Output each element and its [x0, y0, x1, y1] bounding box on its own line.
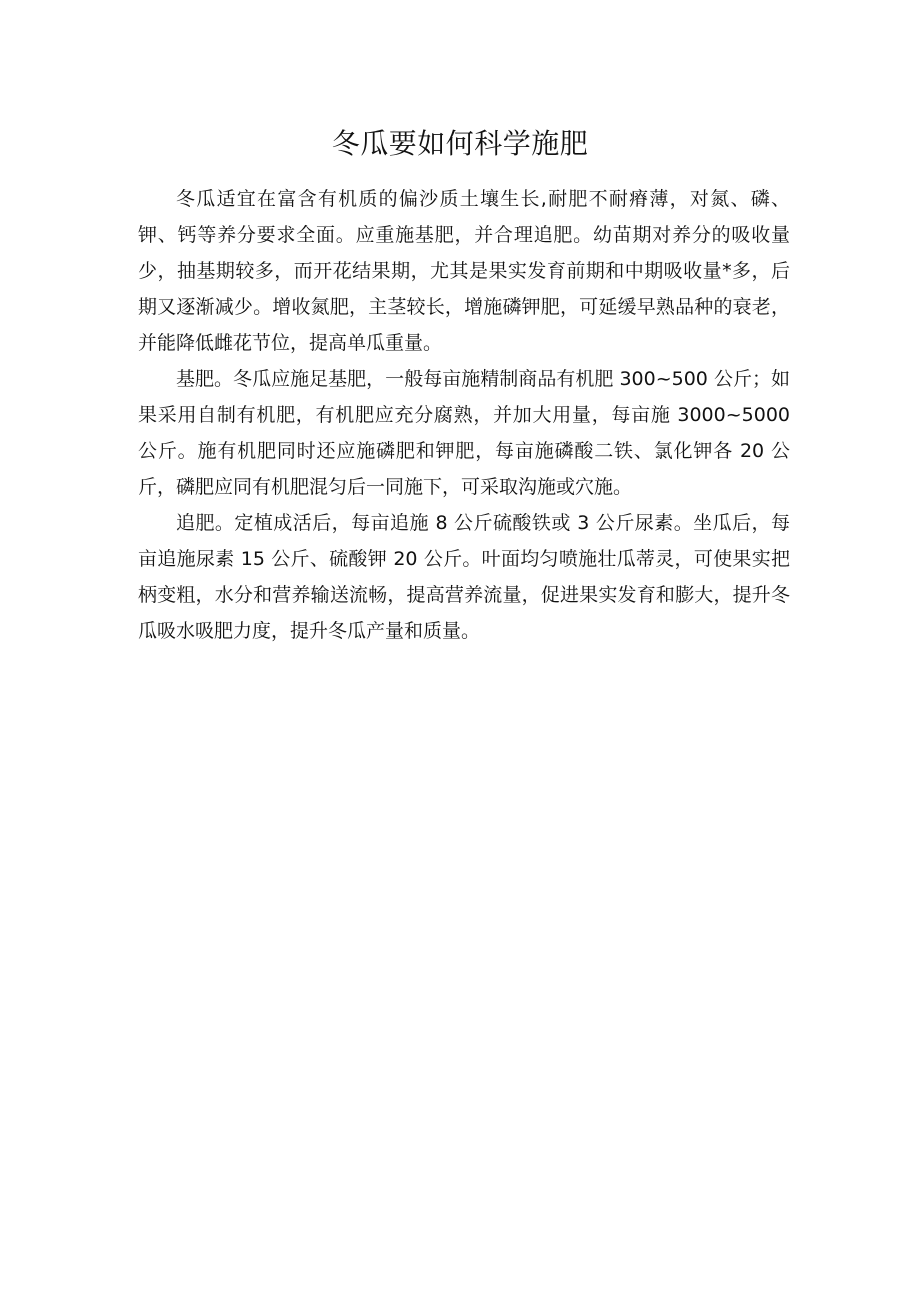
- paragraph-base-fertilizer: 基肥。冬瓜应施足基肥，一般每亩施精制商品有机肥 300~500 公斤；如果采用自制有机肥，有机肥应充分腐熟，并加大用量，每亩施 3000~5000 公斤。施有机肥同时还应施磷肥和钾肥，每亩施磷酸二铁、氯化钾各 20 公斤，磷肥应同有机肥混匀后一同施下，可采取沟施或穴施。: [138, 368, 790, 498]
- document-body: [138, 181, 790, 649]
- paragraph-intro: 冬瓜适宜在富含有机质的偏沙质土壤生长,耐肥不耐瘠薄，对氮、磷、钾、钙等养分要求全面。应重施基肥，并合理追肥。幼苗期对养分的吸收量少，抽基期较多，而开花结果期，尤其是果实发育前期和中期吸收量*多，后期又逐渐减少。增收氮肥，主茎较长，增施磷钾肥，可延缓早熟品种的衰老，并能降低雌花节位，提高单瓜重量。: [138, 188, 790, 354]
- paragraph-top-dressing: 追肥。定植成活后，每亩追施 8 公斤硫酸铁或 3 公斤尿素。坐瓜后，每亩追施尿素 15 公斤、硫酸钾 20 公斤。叶面均匀喷施壮瓜蒂灵，可使果实把柄变粗，水分和营养输送流畅，提高营养流量，促进果实发育和膨大，提升冬瓜吸水吸肥力度，提升冬瓜产量和质量。: [138, 512, 790, 642]
- document-title: 冬瓜要如何科学施肥: [331, 127, 589, 160]
